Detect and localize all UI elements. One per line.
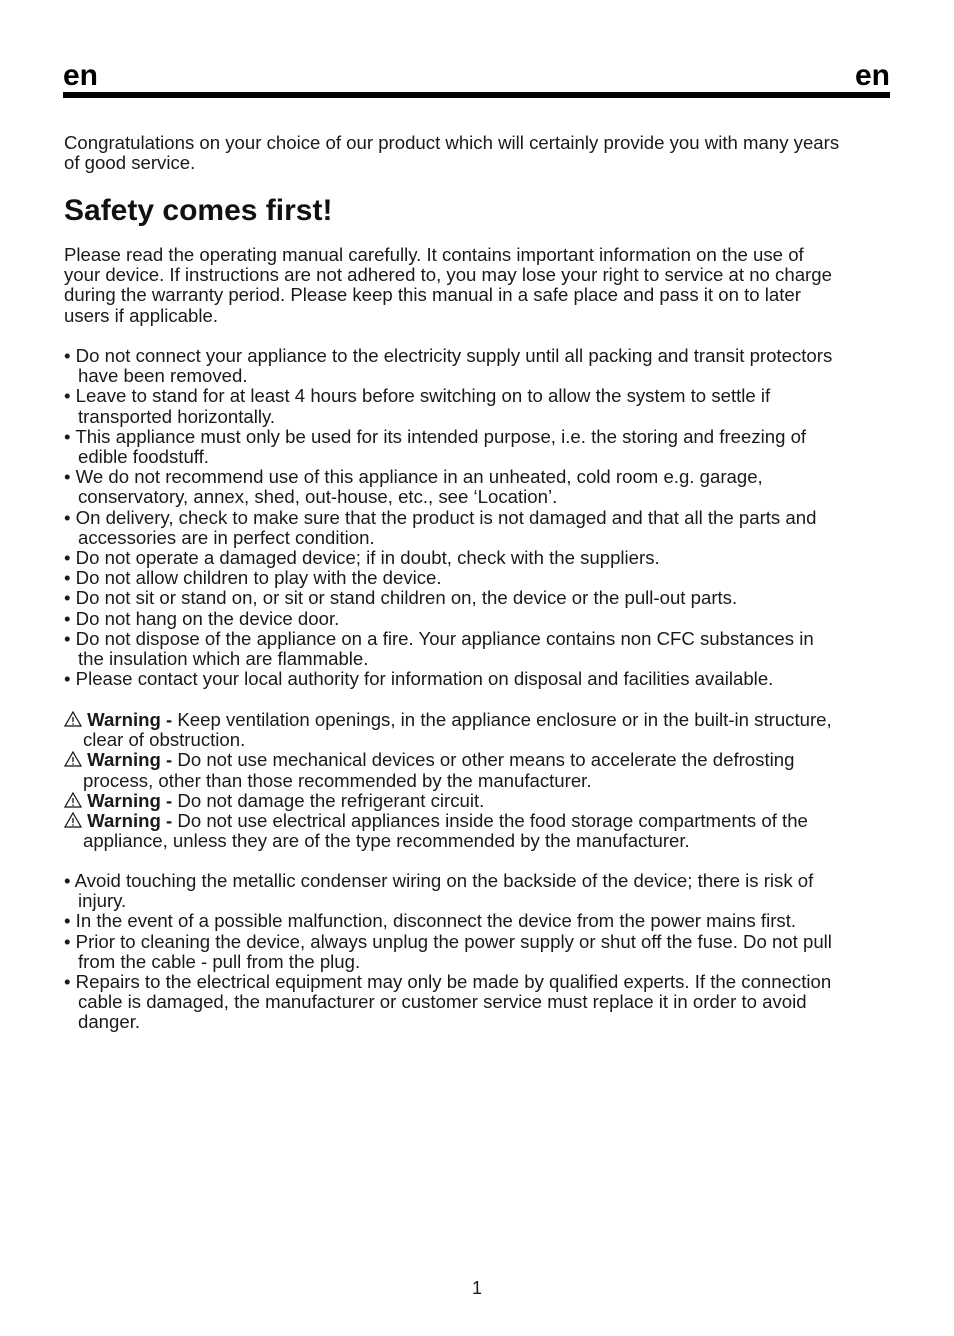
text-line: users if applicable.: [64, 304, 218, 326]
text-line: • Do not hang on the device door.: [64, 607, 340, 629]
warning-text: Keep ventilation openings, in the appliance enclosure or in the built-in structure,: [177, 709, 832, 730]
list-item: [64, 427, 904, 467]
header-rule: [63, 92, 890, 98]
text-line: [64, 791, 904, 811]
warning-list: [64, 710, 904, 851]
warning-text: Do not use electrical appliances inside the food storage compartments of the: [177, 810, 808, 832]
safety-bullet-list: [64, 346, 904, 689]
text-line: • Repairs to the electrical equipment may only be made by qualified experts. If the connection: [64, 971, 832, 993]
text-line: [64, 710, 904, 730]
text-line: during the warranty period. Please keep this manual in a safe place and pass it on to later: [64, 284, 801, 306]
text-line: your device. If instructions are not adhered to, you may lose your right to service at no charge: [64, 264, 832, 286]
page-title: Safety comes first!: [64, 194, 333, 227]
list-item: [64, 629, 904, 669]
text-line: [64, 831, 904, 851]
text-line: cable is damaged, the manufacturer or customer service must replace it in order to avoid: [78, 991, 807, 1013]
list-item: [64, 588, 904, 608]
text-line: [64, 811, 904, 831]
text-line: • Do not allow children to play with the device.: [64, 567, 442, 589]
list-item: [64, 609, 904, 629]
text-line: [64, 771, 904, 791]
list-item: [64, 508, 904, 548]
warning-label: Warning -: [87, 810, 173, 832]
list-item: [64, 932, 904, 972]
warning-item: [64, 710, 904, 750]
warning-item: [64, 811, 904, 851]
text-line: transported horizontally.: [78, 405, 276, 427]
language-label-left: en: [63, 59, 99, 92]
list-item: [64, 548, 904, 568]
list-item: [64, 972, 904, 1033]
warning-text: appliance, unless they are of the type recommended by the manufacturer.: [83, 830, 690, 852]
list-item: [64, 871, 904, 911]
text-line: • Do not connect your appliance to the electricity supply until all packing and transit protectors: [64, 345, 833, 366]
text-line: • This appliance must only be used for its intended purpose, i.e. the storing and freezing of: [64, 425, 807, 447]
list-item: [64, 911, 904, 931]
manual-paragraph: [64, 245, 904, 326]
list-item: [64, 346, 904, 386]
text-line: Please read the operating manual carefully. It contains important information on the use of: [64, 244, 804, 265]
text-line: have been removed.: [78, 365, 248, 387]
list-item: [64, 467, 904, 507]
text-line: Congratulations on your choice of our product which will certainly provide you with many years: [64, 132, 840, 153]
text-line: of good service.: [64, 152, 196, 174]
text-line: from the cable - pull from the plug.: [78, 950, 361, 972]
text-line: • Leave to stand for at least 4 hours before switching on to allow the system to settle if: [64, 385, 771, 407]
intro-paragraph: [64, 133, 904, 173]
text-line: • In the event of a possible malfunction, disconnect the device from the power mains first.: [64, 910, 797, 932]
text-line: edible foodstuff.: [78, 446, 209, 468]
list-item: [64, 568, 904, 588]
text-line: • Do not sit or stand on, or sit or stand children on, the device or the pull-out parts.: [64, 587, 738, 609]
page-number: 1: [471, 1278, 482, 1298]
warning-triangle-icon: [64, 709, 87, 730]
safety-bullet-list-2: [64, 871, 904, 1033]
warning-text: clear of obstruction.: [83, 729, 246, 751]
warning-text: Do not use mechanical devices or other means to accelerate the defrosting: [177, 749, 795, 771]
warning-text: Do not damage the refrigerant circuit.: [177, 789, 485, 811]
warning-triangle-icon: [64, 749, 87, 770]
text-line: • Do not operate a damaged device; if in doubt, check with the suppliers.: [64, 547, 660, 569]
warning-item: [64, 750, 904, 790]
text-line: danger.: [78, 1011, 141, 1033]
text-line: the insulation which are flammable.: [78, 648, 369, 670]
warning-item: [64, 791, 904, 811]
text-line: injury.: [78, 890, 127, 912]
warning-label: Warning -: [87, 709, 173, 730]
language-label-right: en: [854, 59, 890, 92]
text-line: • Avoid touching the metallic condenser wiring on the backside of the device; there is risk of: [64, 870, 814, 891]
warning-label: Warning -: [87, 749, 173, 771]
text-line: • Do not dispose of the appliance on a fire. Your appliance contains non CFC substances in: [64, 627, 814, 649]
text-line: accessories are in perfect condition.: [78, 526, 375, 548]
text-line: [64, 750, 904, 770]
text-line: • Prior to cleaning the device, always unplug the power supply or shut off the fuse. Do not pull: [64, 930, 832, 952]
list-item: [64, 386, 904, 426]
text-line: • Please contact your local authority for information on disposal and facilities available.: [64, 668, 774, 690]
text-line: • We do not recommend use of this appliance in an unheated, cold room e.g. garage,: [64, 466, 763, 488]
text-line: [64, 730, 904, 750]
list-item: [64, 669, 904, 689]
warning-triangle-icon: [64, 810, 87, 831]
text-line: conservatory, annex, shed, out-house, etc., see ‘Location’.: [78, 486, 558, 508]
text-line: • On delivery, check to make sure that the product is not damaged and that all the parts and: [64, 506, 817, 528]
warning-text: process, other than those recommended by the manufacturer.: [83, 769, 592, 791]
warning-triangle-icon: [64, 790, 87, 811]
warning-label: Warning -: [87, 789, 173, 811]
